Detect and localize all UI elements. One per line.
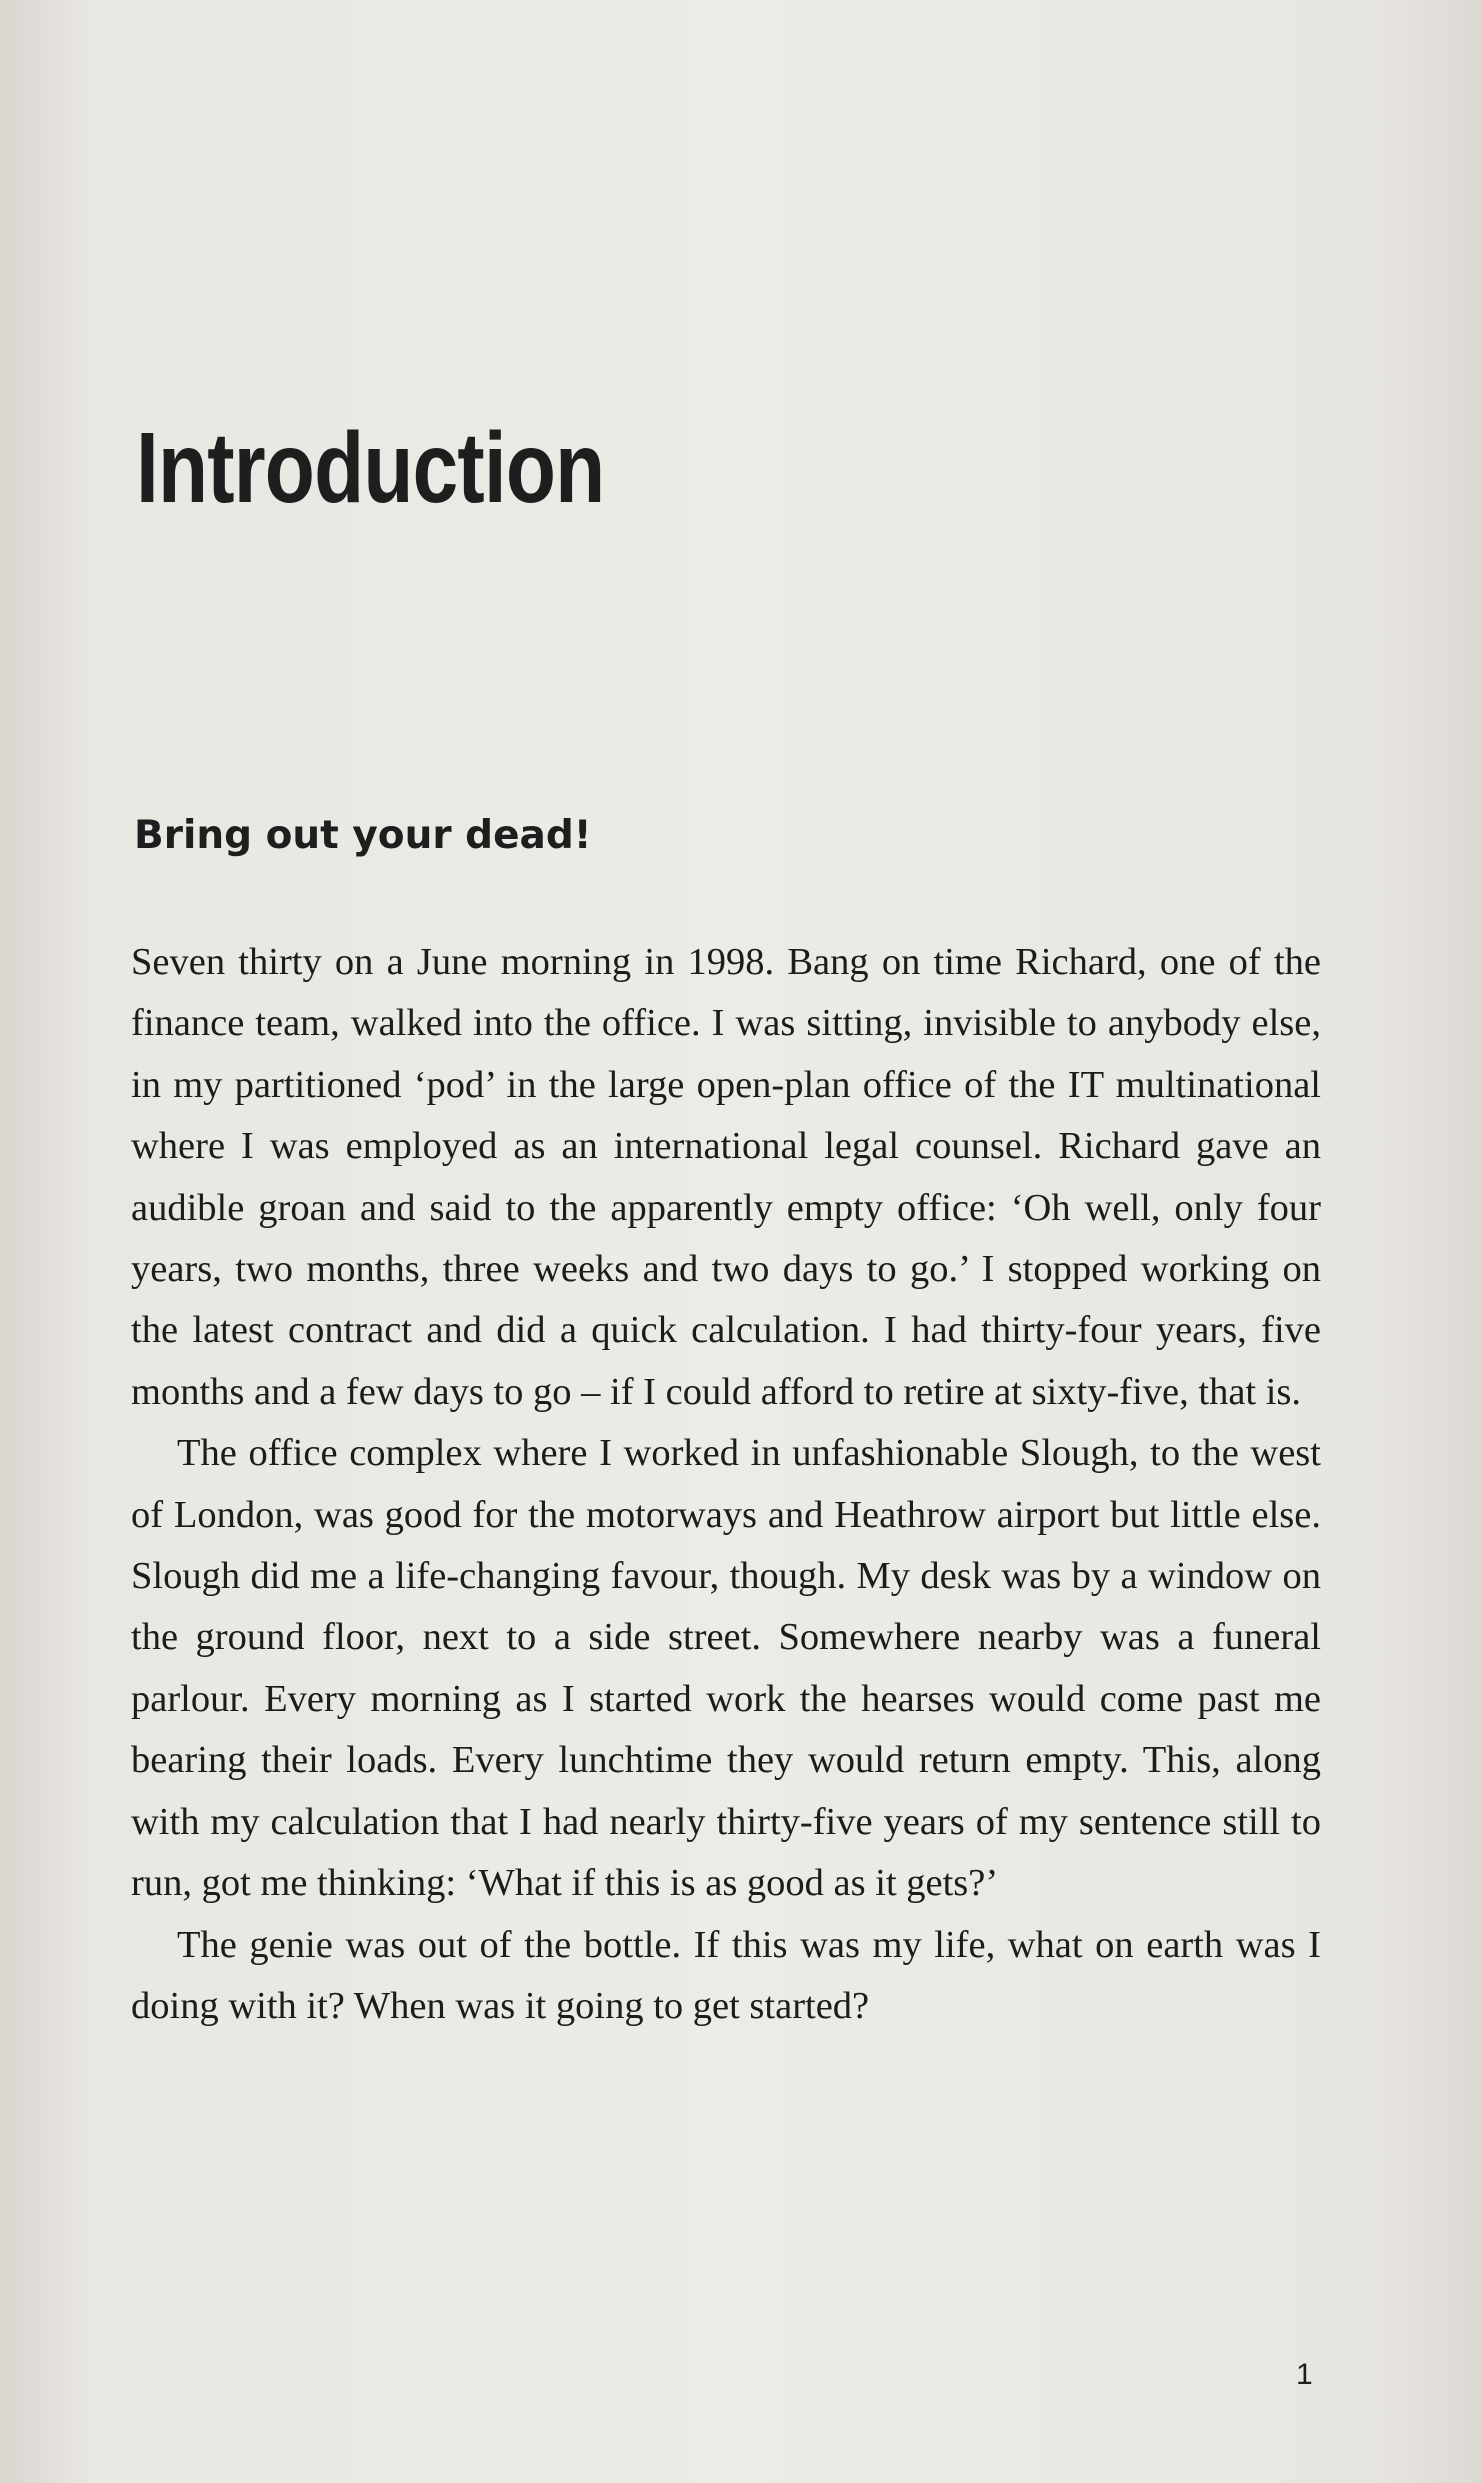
page-number: 1 — [1296, 2358, 1313, 2391]
paragraph-1: Seven thirty on a June morning in 1998. Bang on time Richard, one of the finance team, walked into the office. I was sitting, invisible to anybody else, in my partitioned ‘pod’ in the large open-plan office of the IT multinational where I was employed as an international legal counsel. Richard gave an audible groan and said to the apparently empty office: ‘Oh well, only four years, two months, three weeks and two days to go.’ I stopped working on the latest contract and did a quick calculation. I had thirty-four years, five months and a few days to go – if I could afford to retire at sixty-five, that is. — [131, 941, 1321, 1413]
section-heading: Bring out your dead! — [134, 813, 592, 858]
paragraph-3: The genie was out of the bottle. If this was my life, what on earth was I doing with it? When was it going to get started? — [131, 1923, 1321, 2027]
body-text — [131, 932, 1321, 2037]
chapter-title: Introduction — [136, 412, 605, 524]
paragraph-2: The office complex where I worked in unfashionable Slough, to the west of London, was good for the motorways and Heathrow airport but little else. Slough did me a life-changing favour, though. My desk was by a window on the ground floor, next to a side street. Somewhere nearby was a funeral parlour. Every morning as I started work the hearses would come past me bearing their loads. Every lunchtime they would return empty. This, along with my calculation that I had nearly thirty-five years of my sentence still to run, got me thinking: ‘What if this is as good as it gets?’ — [131, 1432, 1321, 1905]
